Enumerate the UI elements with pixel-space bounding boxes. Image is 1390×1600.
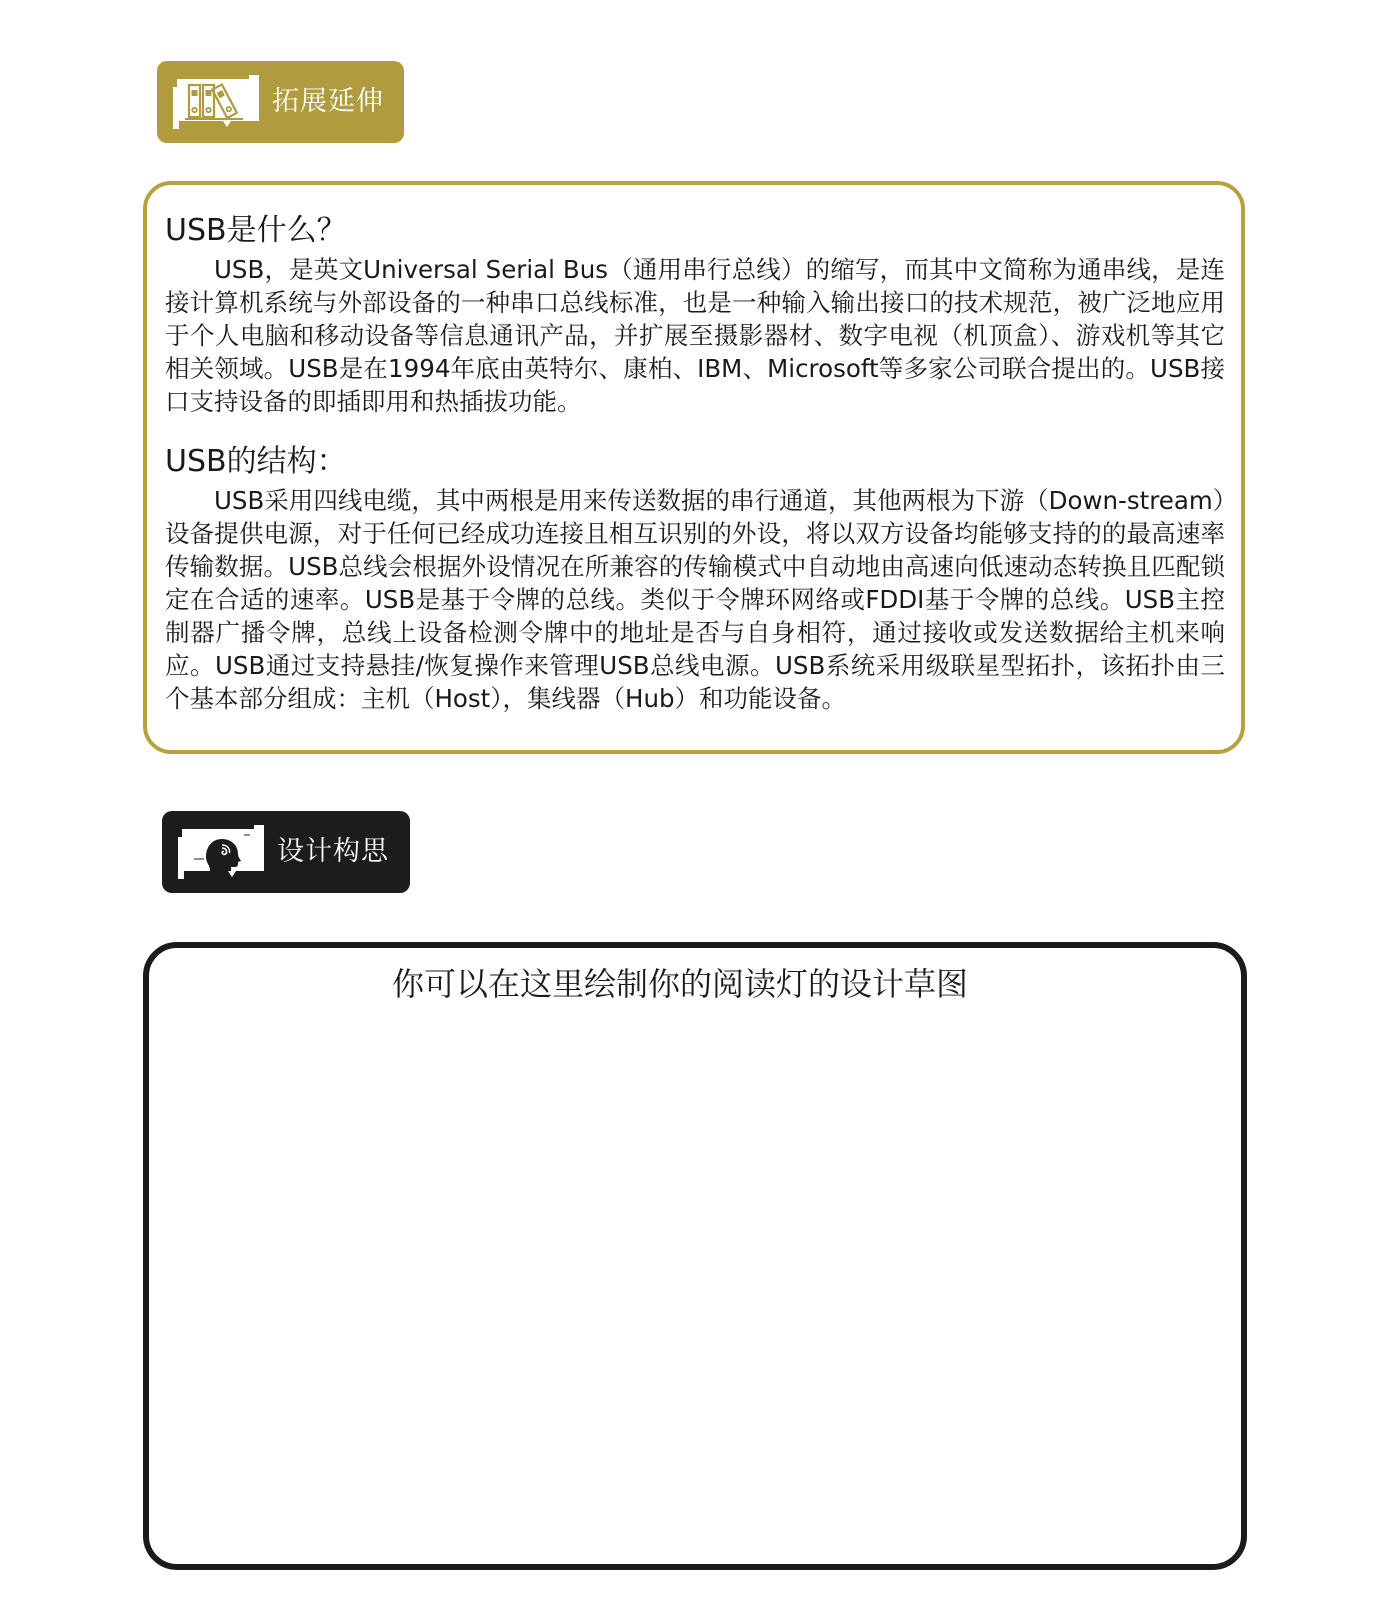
design-tag-label: 设计构思 (277, 836, 389, 867)
usb-structure-paragraph: USB采用四线电缆，其中两根是用来传送数据的串行通道，其他两根为下游（Down-stream）设备提供电源，对于任何已经成功连接且相互识别的外设，将以双方设备均能够支持的的最高速率传输数据。USB总线会根据外设情况在所兼容的传输模式中自动地由高速向低速动态转换且匹配锁定在合适的速率。USB是基于令牌的总线。类似于令牌环网络或FDDI基于令牌的总线。USB主控制器广播令牌，总线上设备检测令牌中的地址是否与自身相符，通过接收或发送数据给主机来响应。USB通过支持悬挂/恢复操作来管理USB总线电源。USB系统采用级联星型拓扑，该拓扑由三个基本部分组成：主机（Host），集线器（Hub）和功能设备。 (165, 486, 1225, 713)
usb-structure-heading: USB的结构： (165, 444, 347, 479)
design-section-tag (162, 811, 410, 893)
sketch-drawing-area[interactable] (169, 1028, 1221, 1544)
books-icon (171, 69, 263, 133)
thinking-head-icon (176, 819, 268, 883)
usb-info-card (143, 181, 1245, 754)
sketch-prompt: 你可以在这里绘制你的阅读灯的设计草图 (391, 965, 968, 1003)
usb-what-heading: USB是什么？ (165, 213, 347, 248)
extension-tag-label: 拓展延伸 (272, 86, 384, 117)
extension-section-tag (157, 61, 404, 143)
sketch-card (143, 942, 1247, 1570)
usb-what-paragraph: USB，是英文Universal Serial Bus（通用串行总线）的缩写，而其中文简称为通串线，是连接计算机系统与外部设备的一种串口总线标准，也是一种输入输出接口的技术规范，被广泛地应用于个人电脑和移动设备等信息通讯产品，并扩展至摄影器材、数字电视（机顶盒）、游戏机等其它相关领域。USB是在1994年底由英特尔、康柏、IBM、Microsoft等多家公司联合提出的。USB接口支持设备的即插即用和热插拔功能。 (165, 255, 1225, 416)
